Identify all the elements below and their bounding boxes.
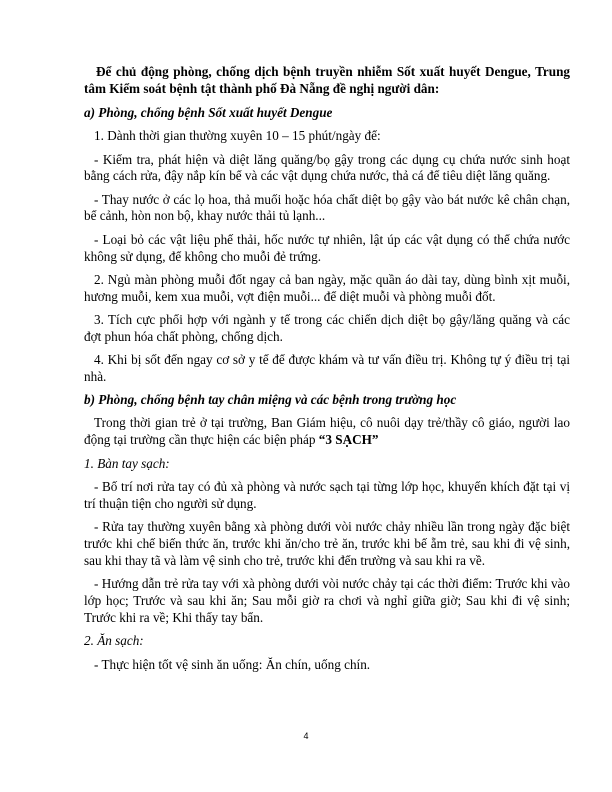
clean-hands-item-3: - Hướng dẫn trẻ rửa tay với xà phòng dưới vòi nước chảy tại các thời điểm: Trước khi vào lớp học; Trước và sau khi ăn; Sau mỗi giờ ra chơi và nghỉ giữa giờ; Sau khi đi vệ sinh; Trước khi ra về; Khi thấy tay bẩn. [84, 576, 570, 625]
clean-hands-item-1: - Bố trí nơi rửa tay có đủ xà phòng và nước sạch tại từng lớp học, khuyến khích đặt tại vị trí thuận tiện cho người sử dụng. [84, 479, 570, 512]
section-a-heading: a) Phòng, chống bệnh Sốt xuất huyết Dengue [84, 105, 333, 120]
intro-paragraph: Để chủ động phòng, chống dịch bệnh truyền nhiễm Sốt xuất huyết Dengue, Trung tâm Kiểm soát bệnh tật thành phố Đà Nẵng đề nghị người dân: [84, 64, 570, 96]
clean-eating-item-1: - Thực hiện tốt vệ sinh ăn uống: Ăn chín, uống chín. [94, 657, 371, 673]
clean-hands-subheading: 1. Bàn tay sạch: [84, 455, 170, 471]
clean-hands-item-2: - Rửa tay thường xuyên bằng xà phòng dưới vòi nước chảy nhiều lần trong ngày đặc biệt trước khi chế biến thức ăn, trước khi ăn/cho trẻ ăn, trước khi bế ẵm trẻ, sau khi đi vệ sinh, sau khi thay tã và làm vệ sinh cho trẻ, trước khi đến trường và sau khi ra về. [84, 519, 570, 569]
page-number: 4 [303, 731, 309, 741]
section-a-item-2: 2. Ngủ màn phòng muỗi đốt ngay cả ban ngày, mặc quần áo dài tay, dùng bình xịt muỗi, hương muỗi, kem xua muỗi, vợt điện muỗi... để diệt muỗi và phòng muỗi đốt. [84, 271, 570, 304]
section-b-intro [84, 415, 570, 449]
section-a-item-1c: - Loại bỏ các vật liệu phế thải, hốc nước tự nhiên, lật úp các vật dụng có thể chứa nước không sử dụng, để không cho muỗi đẻ trứng. [84, 231, 570, 264]
section-a-item-1a: - Kiểm tra, phát hiện và diệt lăng quăng/bọ gậy trong các dụng cụ chứa nước sinh hoạt bằng cách rửa, đậy nắp kín bể và các vật dụng chứa nước, thả cá để tiêu diệt lăng quăng. [84, 151, 570, 184]
section-b-intro-text: Trong thời gian trẻ ở tại trường, Ban Giám hiệu, cô nuôi dạy trẻ/thầy cô giáo, người lao động tại trường cần thực hiện các biện pháp [84, 415, 570, 448]
three-clean-emphasis: “3 SẠCH” [318, 432, 379, 448]
clean-eating-subheading: 2. Ăn sạch: [84, 633, 144, 649]
section-a-item-1b: - Thay nước ở các lọ hoa, thả muối hoặc hóa chất diệt bọ gậy vào bát nước kê chân chạn, bể cảnh, hòn non bộ, khay nước thải tủ lạnh... [84, 191, 570, 224]
page-content [84, 63, 570, 680]
section-b-heading: b) Phòng, chống bệnh tay chân miệng và các bệnh trong trường học [84, 392, 457, 408]
section-a-item-4: 4. Khi bị sốt đến ngay cơ sở y tế để được khám và tư vấn điều trị. Không tự ý điều trị tại nhà. [84, 352, 570, 384]
section-a-item-1: 1. Dành thời gian thường xuyên 10 – 15 phút/ngày để: [94, 128, 381, 144]
section-a-item-3: 3. Tích cực phối hợp với ngành y tế trong các chiến dịch diệt bọ gậy/lăng quăng và các đợt phun hóa chất phòng, chống dịch. [84, 311, 570, 344]
